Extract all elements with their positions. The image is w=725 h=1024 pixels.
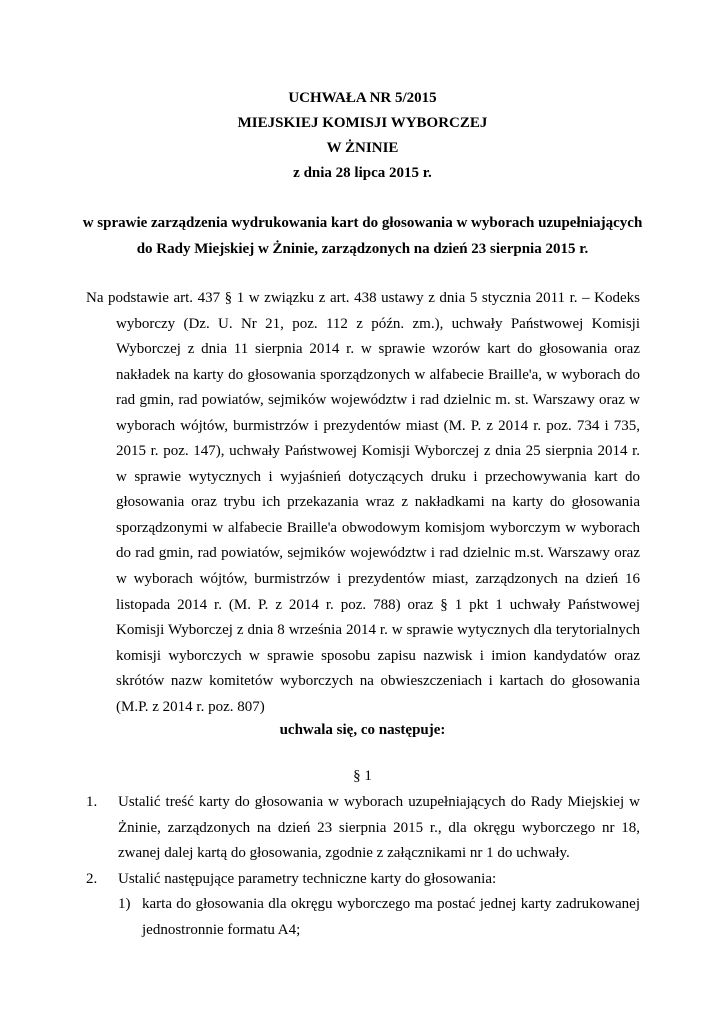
legal-basis-paragraph [86, 286, 640, 720]
subject-line-2: do Rady Miejskiej w Żninie, zarządzonych na dzień 23 sierpnia 2015 r. [136, 241, 589, 257]
list-item-number: 2. [86, 870, 98, 887]
list-item-number: 1. [86, 794, 98, 810]
subject-line-1: w sprawie zarządzenia wydrukowania kart do głosowania w wyborach uzupełniających [82, 215, 643, 231]
title-date: z dnia 28 lipca 2015 r. [293, 165, 432, 181]
list-item [86, 790, 640, 867]
resolution-title [0, 86, 725, 186]
title-line-3: W ŻNINIE [326, 140, 399, 156]
numbered-list [86, 790, 640, 943]
list-item-text: Ustalić treść karty do głosowania w wyborach uzupełniających do Rady Miejskiej w Żninie, zarządzonych na dzień 23 sierpnia 2015 r., dla okręgu wyborczego nr 18, zwanej dalej kartą do głosowania, zgodnie z załącznikami nr 1 do uchwały. [118, 794, 640, 861]
resolution-subject [60, 210, 665, 262]
legal-basis-text: Na podstawie art. 437 § 1 w związku z art. 438 ustawy z dnia 5 stycznia 2011 r. – Kodeks wyborczy (Dz. U. Nr 21, poz. 112 z późn. zm.), uchwały Państwowej Komisji Wyborczej z dnia 11 sierpnia 2014 r. w sprawie wzorów kart do głosowania oraz nakładek na karty do głosowania sporządzonych w alfabecie Braille'a, w wyborach do rad gmin, rad powiatów, sejmików województw i rad dzielnic m. st. Warszawy oraz w wyborach wójtów, burmistrzów i prezydentów miast (M. P. z 2014 r. poz. 734 i 735, 2015 r. poz. 147), uchwały Państwowej Komisji Wyborczej z dnia 25 sierpnia 2014 r. w sprawie wytycznych i wyjaśnień dotyczących druku i przechowywania kart do głosowania oraz trybu ich przekazania wraz z nakładkami na karty do głosowania sporządzonymi w alfabecie Braille'a obwodowym komisjom wyborczym w wyborach do rad gmin, rad powiatów, sejmików województw i rad dzielnic m.st. Warszawy oraz w wyborach wójtów, burmistrzów i prezydentów miast, zarządzonych na dzień 16 listopada 2014 r. (M. P. z 2014 r. poz. 788) oraz § 1 pkt 1 uchwały Państwowej Komisji Wyborczej z dnia 8 września 2014 r. w sprawie wytycznych dla terytorialnych komisji wyborczych w sprawie sposobu zapisu nazwisk i imion kandydatów oraz skrótów nazw komitetów wyborczych na obwieszczeniach i kartach do głosowania (M.P. z 2014 r. poz. 807) [86, 290, 640, 715]
sub-list-item-number: 1) [118, 896, 131, 912]
sub-list-item-text: karta do głosowania dla okręgu wyborczego ma postać jednej karty zadrukowanej jednostronnie formatu A4; [142, 896, 640, 938]
resolves-heading: uchwala się, co następuje: [279, 722, 446, 738]
list-item-text: Ustalić następujące parametry techniczne karty do głosowania: [118, 870, 497, 887]
title-line-1: UCHWAŁA NR 5/2015 [288, 90, 437, 106]
list-item [86, 867, 640, 893]
sub-list-item [86, 892, 640, 943]
section-heading: § 1 [353, 768, 372, 784]
title-line-2: MIEJSKIEJ KOMISJI WYBORCZEJ [237, 115, 488, 131]
